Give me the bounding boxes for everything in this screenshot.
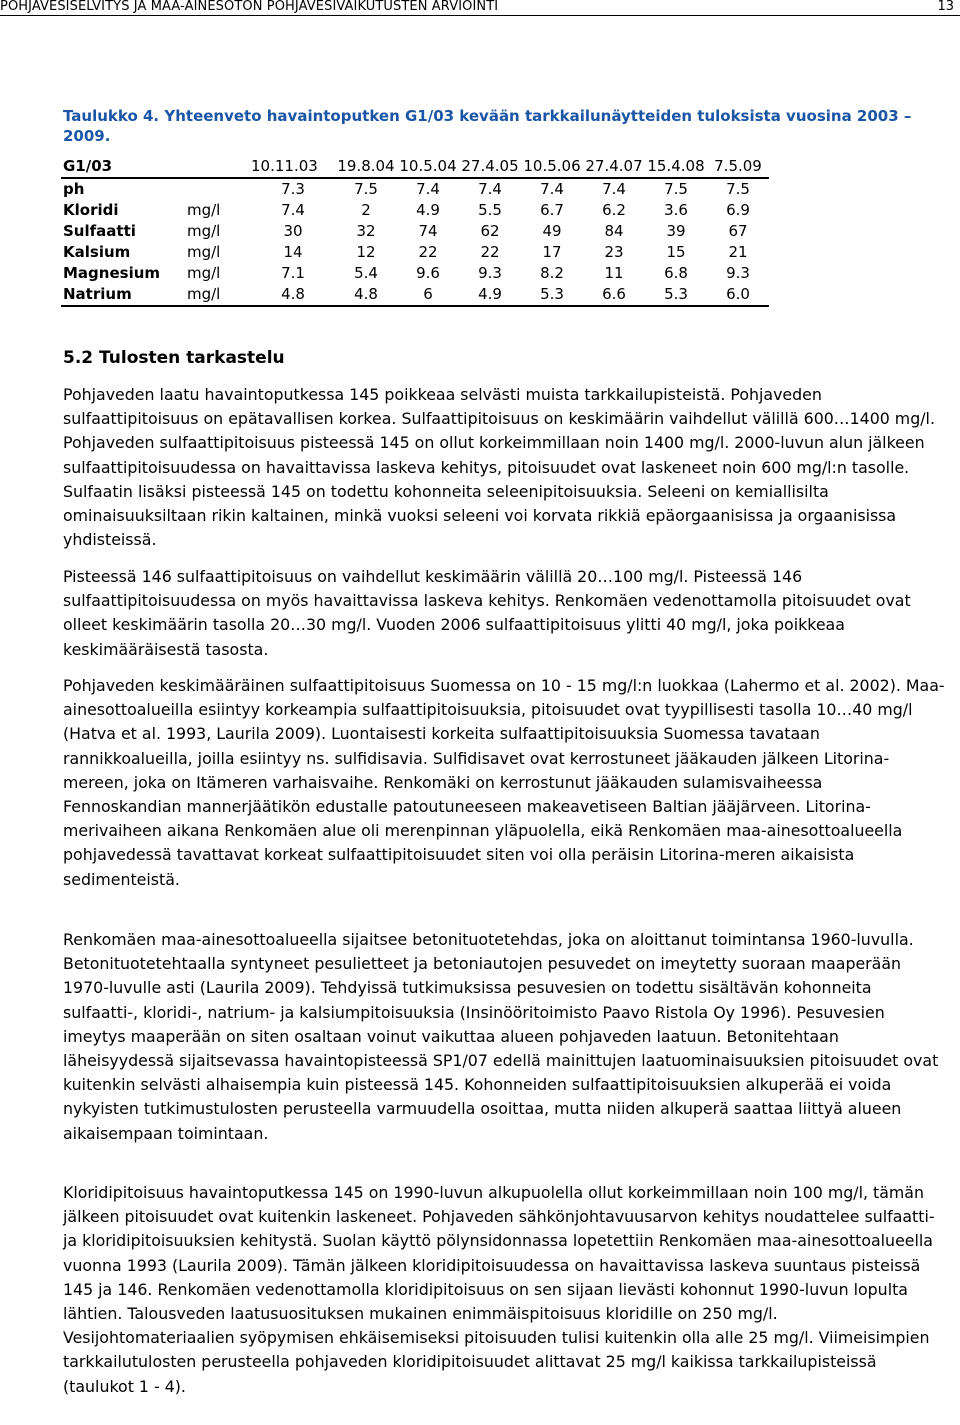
- table-row: [61, 242, 769, 263]
- table-cell: 15: [666, 243, 686, 261]
- body-paragraph: Pohjaveden laatu havaintoputkessa 145 poikkeaa selvästi muista tarkkailupisteistä. Pohjaveden sulfaattipitoisuus on epätavallisen korkea. Sulfaattipitoisuus on keskimäärin vaihdellut välillä 600…1400 mg/l. Pohjaveden sulfaattipitoisuus pisteessä 145 on ollut korkeimmillaan noin 1400 mg/l. 2000-luvun alun jälkeen sulfaattipitoisuudessa on havaittavissa laskeva kehitys, pitoisuudet ovat laskeneet noin 600 mg/l:n tasolle. Sulfaatin lisäksi pisteessä 145 on todettu kohonneita seleenipitoisuuksia. Seleeni on kemiallisilta ominaisuuksiltaan rikin kaltainen, minkä vuoksi seleeni voi korvata rikkiä epäorgaanisissa ja orgaanisissa yhdisteissä.: [63, 385, 935, 550]
- param-name: ph: [63, 180, 85, 198]
- table-cell: 4.9: [459, 284, 521, 306]
- table-cell: 3.6: [664, 201, 688, 219]
- table-cell: 9.3: [726, 264, 750, 282]
- table-row: [61, 178, 769, 200]
- table-cell: 6.7: [540, 201, 564, 219]
- date-header: 15.4.08: [645, 156, 707, 178]
- body-paragraph: Pisteessä 146 sulfaattipitoisuus on vaihdellut keskimäärin välillä 20…100 mg/l. Pisteessä 146 sulfaattipitoisuudessa on myös havaittavissa laskeva kehitys. Renkomäen vedenottamolla pitoisuudet ovat olleet keskimäärin tasolla 20…30 mg/l. Vuoden 2006 sulfaattipitoisuus ylitti 40 mg/l, joka poikkeaa keskimääräisestä tasosta.: [63, 567, 911, 659]
- section-heading: 5.2 Tulosten tarkastelu: [63, 348, 285, 368]
- date-header: 27.4.07: [583, 156, 645, 178]
- table-cell: 67: [728, 222, 748, 240]
- date-header: 10.5.06: [521, 156, 583, 178]
- table-row: [61, 200, 769, 221]
- table-cell: 4.9: [416, 201, 440, 219]
- table-cell: 6.2: [602, 201, 626, 219]
- param-name: Magnesium: [63, 264, 161, 282]
- table-cell: 5.5: [478, 201, 502, 219]
- table-cell: 9.6: [416, 264, 440, 282]
- table-caption: Taulukko 4. Yhteenveto havaintoputken G1/03 kevään tarkkailunäytteiden tuloksista vuosina 2003 – 2009.: [63, 107, 912, 145]
- table-cell: 49: [542, 222, 562, 240]
- table-cell: 7.5: [354, 180, 378, 198]
- table-cell: 7.1: [281, 264, 305, 282]
- table-cell: 6: [397, 284, 459, 306]
- page-number: 13: [937, 0, 954, 14]
- date-header: 7.5.09: [707, 156, 769, 178]
- table-row: [61, 284, 769, 306]
- report-title: POHJAVESISELVITYS JA MAA-AINESOTON POHJAVESIVAIKUTUSTEN ARVIOINTI: [0, 0, 499, 14]
- date-header: 10.11.03: [251, 156, 335, 178]
- table-cell: 7.5: [664, 180, 688, 198]
- table-cell: 6.9: [726, 201, 750, 219]
- table-cell: 32: [356, 222, 376, 240]
- table-header-row: [61, 156, 769, 178]
- table-row: [61, 263, 769, 284]
- unit-header: [187, 156, 251, 178]
- table-cell: 7.4: [281, 201, 305, 219]
- table-cell: 7.3: [281, 180, 305, 198]
- table-cell: 7.5: [726, 180, 750, 198]
- param-unit: mg/l: [187, 284, 251, 306]
- table-cell: 30: [283, 222, 303, 240]
- table-cell: 2: [361, 201, 371, 219]
- results-table: [61, 156, 769, 307]
- header-divider: [0, 15, 960, 16]
- body-paragraph: Pohjaveden keskimääräinen sulfaattipitoisuus Suomessa on 10 - 15 mg/l:n luokkaa (Lahermo et al. 2002). Maa-ainesottoalueilla esiintyy korkeampia sulfaattipitoisuuksia, pitoisuudet ovat tyypillisesti tasolla 10…40 mg/l (Hatva et al. 1993, Laurila 2009). Luontaisesti korkeita sulfaattipitoisuuksia Suomessa tavataan rannikkoalueilla, joilla esiintyy ns. sulfidisavia. Sulfidisavet ovat kerrostuneet jääkauden jälkeen Litorina-mereen, joka on Itämeren varhaisvaihe. Renkomäki on kerrostunut jääkauden sulamisvaiheessa Fennoskandian mannerjäätikön edustalle patoutuneeseen makeavetiseen Baltian jääjärveen. Litorina-merivaiheen aikana Renkomäen alue oli merenpinnan yläpuolella, eikä Renkomäen maa-ainesottoalueella pohjavedessä tavattavat korkeat sulfaattipitoisuudet siten voi olla peräisin Litorina-meren aikaisista sedimenteistä.: [63, 676, 945, 889]
- table-cell: 12: [356, 243, 376, 261]
- body-paragraph: Renkomäen maa-ainesottoalueella sijaitsee betonituotetehdas, joka on aloittanut toimintansa 1960-luvulla. Betonituotetehtaalla syntyneet pesulietteet ja betoniautojen pesuvedet on imeytetty suoraan maaperään 1970-luvulle asti (Laurila 2009). Tehdyissä tutkimuksissa pesuvesien on todettu sisältävän kohonneita sulfaatti-, kloridi-, natrium- ja kalsiumpitoisuuksia (Insinööritoimisto Paavo Ristola Oy 1996). Pesuvesien imeytys maaperään on siten osaltaan voinut vaikuttaa alueen pohjaveden laatuun. Betonitehtaan läheisyydessä sijaitsevassa havaintopisteessä SP1/07 edellä mainittujen laatuominaisuuksien pitoisuudet ovat kuitenkin selvästi alhaisempia kuin pisteessä 145. Kohonneiden sulfaattipitoisuuksien alkuperää ei voida nykyisten tutkimustulosten perusteella varmuudella osoittaa, mutta niiden alkuperä saattaa liittyä alueen aikaisempaan toimintaan.: [63, 930, 939, 1143]
- table-cell: 23: [604, 243, 624, 261]
- table-cell: 5.4: [354, 264, 378, 282]
- table-cell: 21: [728, 243, 748, 261]
- table-cell: 39: [666, 222, 686, 240]
- table-cell: 7.4: [540, 180, 564, 198]
- table-cell: 22: [418, 243, 438, 261]
- param-unit: mg/l: [187, 201, 221, 219]
- body-paragraph: Kloridipitoisuus havaintoputkessa 145 on 1990-luvun alkupuolella ollut korkeimmillaan noin 100 mg/l, tämän jälkeen pitoisuudet ovat kuitenkin laskeneet. Pohjaveden sähkönjohtavuusarvon kehitys noudattelee sulfaatti- ja kloridipitoisuuksien kehitystä. Suolan käyttö pölynsidonnassa lopetettiin Renkomäen maa-ainesottoalueella vuonna 1993 (Laurila 2009). Tämän jälkeen kloridipitoisuudessa on havaittavissa laskeva suuntaus pisteissä 145 ja 146. Renkomäen vedenottamolla kloridipitoisuus on sen sijaan lievästi kohonnut 1990-luvun lopulta lähtien. Talousveden laatusuosituksen mukainen enimmäispitoisuus kloridille on 250 mg/l. Vesijohtomateriaalien syöpymisen ehkäisemiseksi pitoisuuden tulisi kuitenkin olla alle 25 mg/l. Viimeisimpien tarkkailutulosten perusteella pohjaveden kloridipitoisuudet alittavat 25 mg/l kaikissa tarkkailupisteissä (taulukot 1 - 4).: [63, 1183, 935, 1396]
- table-cell: 5.3: [645, 284, 707, 306]
- table-cell: 6.6: [583, 284, 645, 306]
- date-header: 19.8.04: [335, 156, 397, 178]
- date-header: 27.4.05: [459, 156, 521, 178]
- table-cell: 84: [604, 222, 624, 240]
- table-cell: 14: [283, 243, 303, 261]
- table-cell: 22: [480, 243, 500, 261]
- date-header: 10.5.04: [397, 156, 459, 178]
- param-unit: mg/l: [187, 264, 221, 282]
- param-name: Kalsium: [63, 243, 131, 261]
- param-unit: mg/l: [187, 243, 221, 261]
- table-cell: 4.8: [335, 284, 397, 306]
- table-cell: 11: [604, 264, 624, 282]
- table-cell: 7.4: [478, 180, 502, 198]
- param-unit: [187, 178, 251, 200]
- param-name: Kloridi: [63, 201, 119, 219]
- param-name: Sulfaatti: [63, 222, 136, 240]
- table-cell: 8.2: [540, 264, 564, 282]
- table-corner: G1/03: [61, 156, 187, 178]
- table-cell: 5.3: [521, 284, 583, 306]
- table-cell: 4.8: [251, 284, 335, 306]
- table-cell: 62: [480, 222, 500, 240]
- param-name: Natrium: [61, 284, 187, 306]
- page-header: [0, 0, 960, 16]
- table-cell: 9.3: [478, 264, 502, 282]
- table-row: [61, 221, 769, 242]
- table-cell: 6.8: [664, 264, 688, 282]
- param-unit: mg/l: [187, 222, 221, 240]
- table-cell: 17: [542, 243, 562, 261]
- table-cell: 74: [418, 222, 438, 240]
- table-cell: 6.0: [707, 284, 769, 306]
- table-cell: 7.4: [602, 180, 626, 198]
- table-cell: 7.4: [416, 180, 440, 198]
